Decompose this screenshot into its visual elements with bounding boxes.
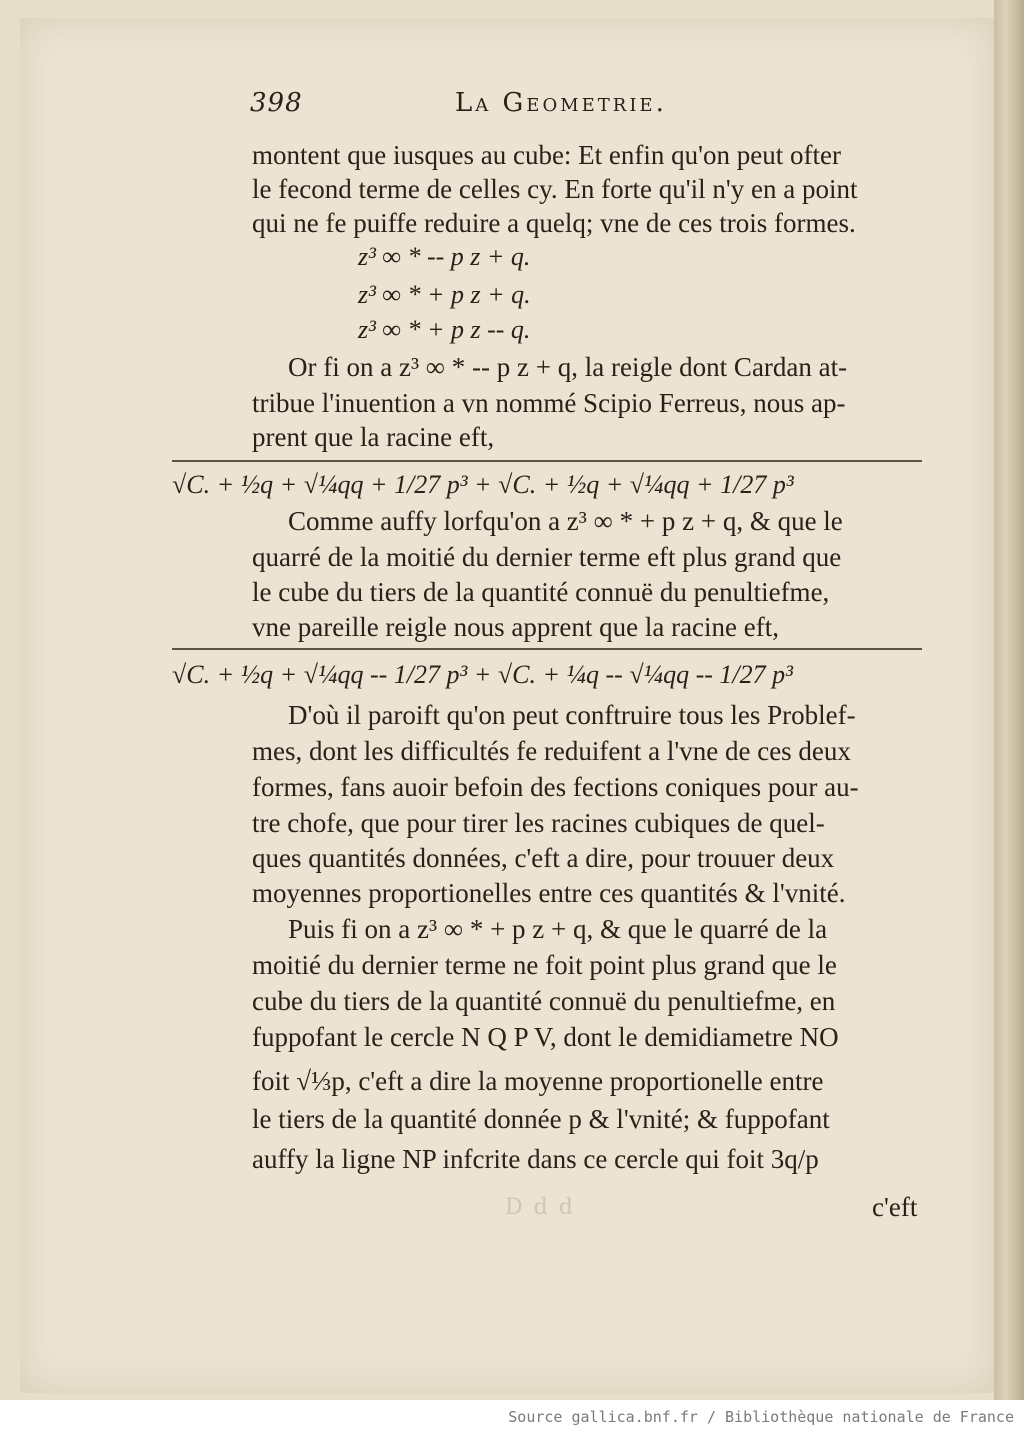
text-line: le fecond terme de celles cy. En forte qu'il n'y en a point	[252, 174, 858, 204]
text-line: D'où il paroift qu'on peut conftruire tous les Problef-	[288, 700, 856, 730]
text-line: vne pareille reigle nous apprent que la racine eft,	[252, 612, 780, 642]
formula-rule	[172, 460, 922, 462]
text-line: quarré de la moitié du dernier terme eft plus grand que	[252, 542, 842, 572]
page-header	[250, 88, 940, 124]
text-line: ques quantités données, c'eft a dire, pour trouuer deux	[252, 843, 835, 873]
text-line: qui ne fe puiffe reduire a quelq; vne de ces trois formes.	[252, 208, 856, 238]
cardan-formula-1: √C. + ½q + √¼qq + 1/27 p³ + √C. + ½q + √¼qq + 1/27 p³	[172, 470, 794, 499]
text-line: moyennes proportionelles entre ces quantités & l'vnité.	[252, 878, 846, 908]
text-line: Puis fi on a z³ ∞ * + p z + q, & que le quarré de la	[288, 914, 828, 944]
equation-form-2: z³ ∞ * + p z + q.	[358, 280, 531, 309]
text-line: foit √⅓p, c'eft a dire la moyenne proportionelle entre	[252, 1066, 824, 1096]
text-line: le tiers de la quantité donnée p & l'vnité; & fuppofant	[252, 1104, 830, 1134]
catchword: c'eft	[872, 1192, 918, 1222]
text-line: cube du tiers de la quantité connuë du penultiefme, en	[252, 986, 836, 1016]
text-line: auffy la ligne NP infcrite dans ce cercle qui foit 3q/p	[252, 1144, 819, 1174]
running-head: La Geometrie.	[455, 88, 667, 118]
text-line: mes, dont les difficultés fe reduifent a l'vne de ces deux	[252, 736, 851, 766]
equation-form-1: z³ ∞ * -- p z + q.	[358, 242, 531, 271]
text-line: fuppofant le cercle N Q P V, dont le demidiametre NO	[252, 1022, 839, 1052]
text-line: prent que la racine eft,	[252, 422, 495, 452]
page-number: 398	[250, 88, 303, 118]
signature-mark: D d d	[505, 1195, 575, 1220]
source-footer: Source gallica.bnf.fr / Bibliothèque nationale de France	[508, 1408, 1014, 1426]
text-line: moitié du dernier terme ne foit point plus grand que le	[252, 950, 837, 980]
text-line: Or fi on a z³ ∞ * -- p z + q, la reigle dont Cardan at-	[288, 352, 848, 382]
cardan-formula-2: √C. + ½q + √¼qq -- 1/27 p³ + √C. + ¼q -- √¼qq -- 1/27 p³	[172, 660, 793, 689]
next-page-edge	[994, 0, 1024, 1400]
text-line: formes, fans auoir befoin des fections coniques pour au-	[252, 772, 859, 802]
text-line: Comme auffy lorfqu'on a z³ ∞ * + p z + q, & que le	[288, 506, 843, 536]
text-line: montent que iusques au cube: Et enfin qu'on peut ofter	[252, 140, 841, 170]
text-line: tre chofe, que pour tirer les racines cubiques de quel-	[252, 808, 825, 838]
formula-rule	[172, 648, 922, 650]
equation-form-3: z³ ∞ * + p z -- q.	[358, 315, 531, 344]
text-line: le cube du tiers de la quantité connuë du penultiefme,	[252, 577, 830, 607]
text-line: tribue l'inuention a vn nommé Scipio Ferreus, nous ap-	[252, 388, 846, 418]
